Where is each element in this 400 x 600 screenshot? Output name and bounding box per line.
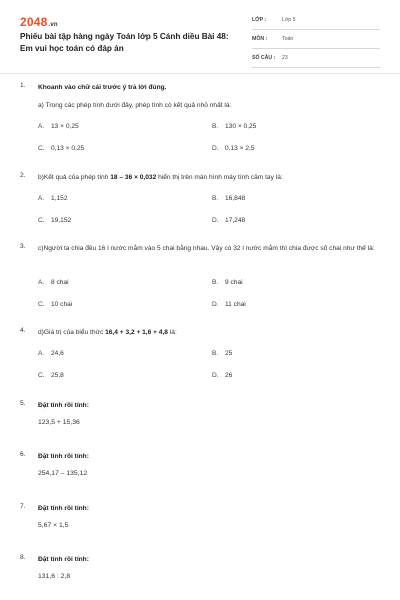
option-key: D.: [212, 301, 219, 308]
answer-option[interactable]: [38, 350, 64, 357]
question-text-bold: Đặt tính rồi tính:: [38, 402, 89, 409]
question-expression: 254,17 – 135,12: [38, 470, 88, 477]
option-text: 8 chai: [51, 279, 69, 286]
option-text: 26: [225, 372, 233, 379]
question-expression: 131,6 : 2,8: [38, 573, 71, 580]
meta-label: SỐ CÂU :: [252, 55, 276, 61]
option-key: D.: [212, 372, 219, 379]
option-key: C.: [38, 301, 45, 308]
meta-info: [252, 14, 380, 71]
option-text: 19,152: [51, 217, 72, 224]
option-key: D.: [212, 217, 219, 224]
option-text: 16,848: [225, 195, 246, 202]
meta-value: Lớp 5: [282, 17, 296, 23]
option-text: 1,152: [51, 195, 68, 202]
meta-label: MÔN :: [252, 36, 268, 42]
option-key: A.: [38, 279, 45, 286]
answer-option[interactable]: [38, 217, 71, 224]
option-key: A.: [38, 123, 45, 130]
question-expression: 16,4 + 3,2 + 1,6 + 4,8: [105, 329, 168, 336]
answer-option[interactable]: [212, 145, 255, 152]
question-text: [38, 503, 388, 514]
question-text: [38, 172, 388, 183]
answer-option[interactable]: [38, 279, 69, 286]
answer-option[interactable]: [38, 372, 64, 379]
question-expression: 123,5 + 15,36: [38, 419, 80, 426]
question-text-bold: Khoanh vào chữ cái trước ý trả lời đúng.: [38, 84, 167, 91]
question-text-bold: Đặt tính rồi tính:: [38, 453, 89, 460]
page-title: Phiếu bài tập hàng ngày Toán lớp 5 Cánh diều Bài 48: Em vui học toán có đáp án: [20, 32, 229, 53]
answer-option[interactable]: [38, 195, 68, 202]
option-key: C.: [38, 217, 45, 224]
option-text: 13 × 0,25: [51, 123, 79, 130]
question-number: 6.: [20, 451, 26, 458]
question-expression: 5,67 × 1,5: [38, 522, 69, 529]
question-text-bold: Đặt tính rồi tính:: [38, 556, 89, 563]
question-text: c)Người ta chia đều 16 l nước mắm vào 5 chai bằng nhau. Vậy có 32 l nước mắm thì chia được số chai như thế là:: [38, 245, 375, 252]
answer-option[interactable]: [38, 123, 79, 130]
meta-row-count: [252, 52, 380, 68]
answer-option[interactable]: [212, 350, 232, 357]
option-text: 130 × 0,25: [225, 123, 257, 130]
option-key: B.: [212, 195, 219, 202]
option-key: B.: [212, 279, 219, 286]
option-text: 17,248: [225, 217, 246, 224]
question-number: 1.: [20, 82, 26, 89]
site-logo[interactable]: [20, 15, 58, 29]
question-text-pre: d)Giá trị của biểu thức: [38, 329, 106, 336]
answer-option[interactable]: [212, 301, 246, 308]
option-text: 24,6: [51, 350, 64, 357]
question-text-post: hiển thị trên màn hình máy tính cầm tay là:: [156, 174, 283, 181]
question-text: [38, 400, 388, 411]
question-number: 7.: [20, 503, 26, 510]
question-text: [38, 554, 388, 565]
answer-option[interactable]: [212, 217, 245, 224]
question-text: [38, 451, 388, 462]
question-text-post: là:: [167, 329, 177, 336]
question-text-pre: b)Kết quả của phép tính: [38, 174, 111, 181]
worksheet-header: [0, 0, 400, 72]
question-text: [38, 82, 388, 93]
answer-option[interactable]: [38, 301, 72, 308]
answer-option[interactable]: [212, 279, 243, 286]
answer-option[interactable]: [212, 372, 232, 379]
option-text: 0,13 × 0,25: [51, 145, 85, 152]
option-key: C.: [38, 372, 45, 379]
option-key: A.: [38, 350, 45, 357]
question-subtext: a) Trong các phép tính dưới đây, phép tính có kết quả nhỏ nhất là:: [38, 102, 232, 109]
option-key: B.: [212, 123, 219, 130]
logo-number: 2048: [20, 15, 48, 29]
question-number: 4.: [20, 327, 26, 334]
question-number: 3.: [20, 243, 26, 250]
option-key: B.: [212, 350, 219, 357]
question-text: [38, 327, 388, 338]
answer-option[interactable]: [38, 145, 84, 152]
answer-option[interactable]: [212, 123, 256, 130]
meta-value: 23: [282, 55, 288, 61]
answer-option[interactable]: [212, 195, 245, 202]
option-text: 25: [225, 350, 233, 357]
question-number: 8.: [20, 554, 26, 561]
question-expression: 18 – 36 × 0,032: [110, 174, 157, 181]
option-text: 11 chai: [225, 301, 246, 308]
question-number: 5.: [20, 400, 26, 407]
header-divider: [0, 73, 400, 74]
meta-row-class: [252, 14, 380, 30]
option-text: 0,13 × 2,5: [225, 145, 255, 152]
option-key: A.: [38, 195, 45, 202]
question-number: 2.: [20, 172, 26, 179]
option-key: D.: [212, 145, 219, 152]
logo-suffix: .vn: [48, 22, 58, 28]
meta-row-subject: [252, 33, 380, 49]
option-text: 25,8: [51, 372, 64, 379]
meta-label: LỚP :: [252, 17, 267, 23]
meta-value: Toán: [282, 36, 294, 42]
option-text: 9 chai: [225, 279, 243, 286]
option-text: 10 chai: [51, 301, 73, 308]
option-key: C.: [38, 145, 45, 152]
question-text-bold: Đặt tính rồi tính:: [38, 505, 89, 512]
